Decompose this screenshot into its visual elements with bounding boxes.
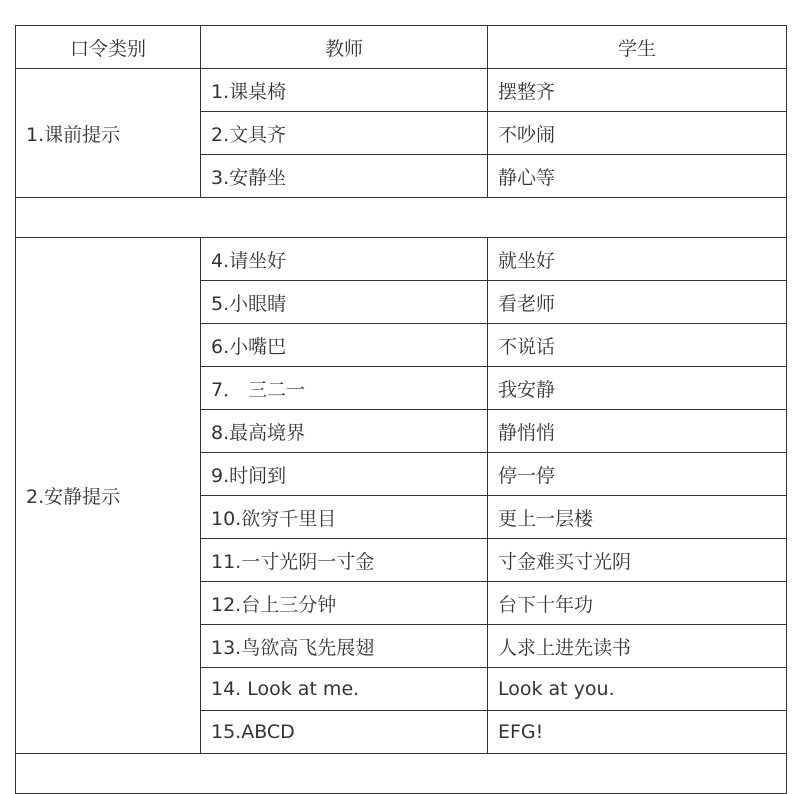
- student-cell: 静悄悄: [488, 410, 787, 453]
- teacher-cell: 11.一寸光阴一寸金: [201, 539, 488, 582]
- spacer-cell: [16, 198, 787, 238]
- teacher-cell: 2.文具齐: [201, 112, 488, 155]
- teacher-cell: 6.小嘴巴: [201, 324, 488, 367]
- student-cell: 不吵闹: [488, 112, 787, 155]
- teacher-cell: 9.时间到: [201, 453, 488, 496]
- spacer-row: [16, 754, 787, 794]
- teacher-cell: 3.安静坐: [201, 155, 488, 198]
- student-cell: Look at you.: [488, 668, 787, 711]
- table-row: [16, 238, 787, 281]
- student-cell: EFG!: [488, 711, 787, 754]
- student-cell: 寸金难买寸光阴: [488, 539, 787, 582]
- header-row: [16, 26, 787, 69]
- teacher-cell: 1.课桌椅: [201, 69, 488, 112]
- student-cell: 停一停: [488, 453, 787, 496]
- teacher-cell: 12.台上三分钟: [201, 582, 488, 625]
- teacher-cell: 10.欲穷千里目: [201, 496, 488, 539]
- header-category: 口令类别: [16, 26, 201, 69]
- student-cell: 摆整齐: [488, 69, 787, 112]
- spacer-row: [16, 198, 787, 238]
- student-cell: 静心等: [488, 155, 787, 198]
- student-cell: 看老师: [488, 281, 787, 324]
- spacer-cell: [16, 754, 787, 794]
- command-table: [15, 25, 787, 794]
- category-cell: 1.课前提示: [16, 69, 201, 198]
- teacher-cell: 5.小眼睛: [201, 281, 488, 324]
- teacher-cell: 13.鸟欲高飞先展翅: [201, 625, 488, 668]
- table-row: [16, 69, 787, 112]
- student-cell: 不说话: [488, 324, 787, 367]
- teacher-cell: 15.ABCD: [201, 711, 488, 754]
- teacher-cell: 14. Look at me.: [201, 668, 488, 711]
- student-cell: 我安静: [488, 367, 787, 410]
- student-cell: 就坐好: [488, 238, 787, 281]
- teacher-cell: 4.请坐好: [201, 238, 488, 281]
- teacher-cell: 7． 三二一: [201, 367, 488, 410]
- header-student: 学生: [488, 26, 787, 69]
- teacher-cell: 8.最高境界: [201, 410, 488, 453]
- student-cell: 台下十年功: [488, 582, 787, 625]
- student-cell: 更上一层楼: [488, 496, 787, 539]
- category-cell: 2.安静提示: [16, 238, 201, 754]
- student-cell: 人求上进先读书: [488, 625, 787, 668]
- header-teacher: 教师: [201, 26, 488, 69]
